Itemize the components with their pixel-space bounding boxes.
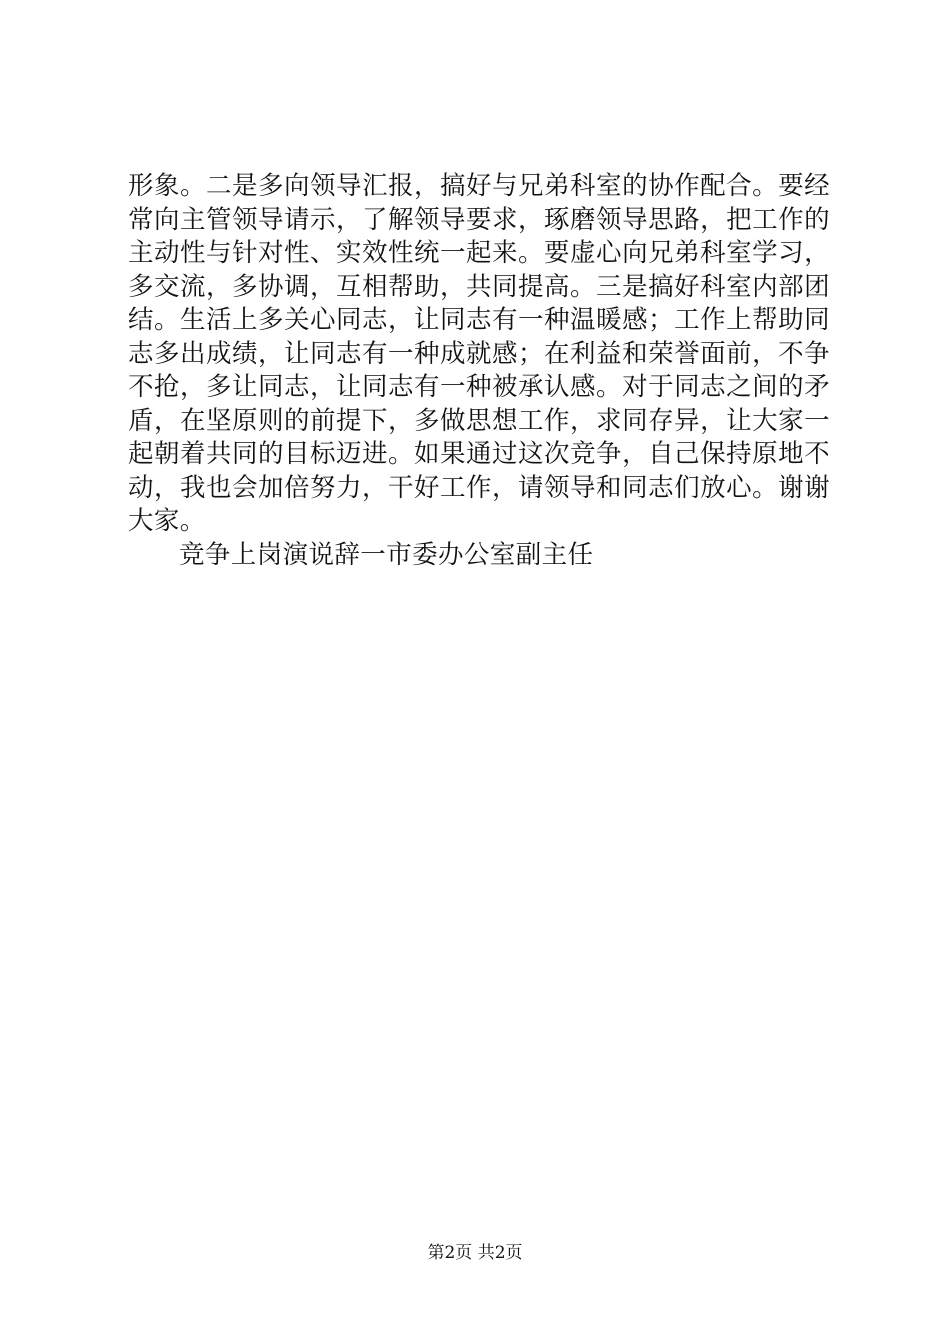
paragraph-line: 常向主管领导请示，了解领导要求，琢磨领导思路，把工作的 [128,204,830,235]
section-heading: 竞争上岗演说辞一市委办公室副主任 [179,539,594,570]
paragraph-line: 志多出成绩，让同志有一种成就感；在利益和荣誉面前，不争 [128,338,830,369]
paragraph-line: 动，我也会加倍努力，干好工作，请领导和同志们放心。谢谢 [128,472,830,503]
paragraph-line: 结。生活上多关心同志，让同志有一种温暖感；工作上帮助同 [128,305,830,335]
paragraph-line: 盾，在坚原则的前提下，多做思想工作，求同存异，让大家一 [128,405,830,436]
paragraph-line: 起朝着共同的目标迈进。如果通过这次竞争，自己保持原地不 [128,439,830,469]
paragraph-line: 大家。 [128,506,206,536]
paragraph-line: 主动性与针对性、实效性统一起来。要虚心向兄弟科室学习， [128,238,830,268]
body-text [128,170,830,572]
paragraph-line: 不抢，多让同志，让同志有一种被承认感。对于同志之间的矛 [128,372,830,402]
paragraph-line: 形象。二是多向领导汇报，搞好与兄弟科室的协作配合。要经 [128,171,830,201]
page-footer: 第2页 共2页 [427,1243,523,1263]
paragraph-line: 多交流，多协调，互相帮助，共同提高。三是搞好科室内部团 [128,271,830,302]
